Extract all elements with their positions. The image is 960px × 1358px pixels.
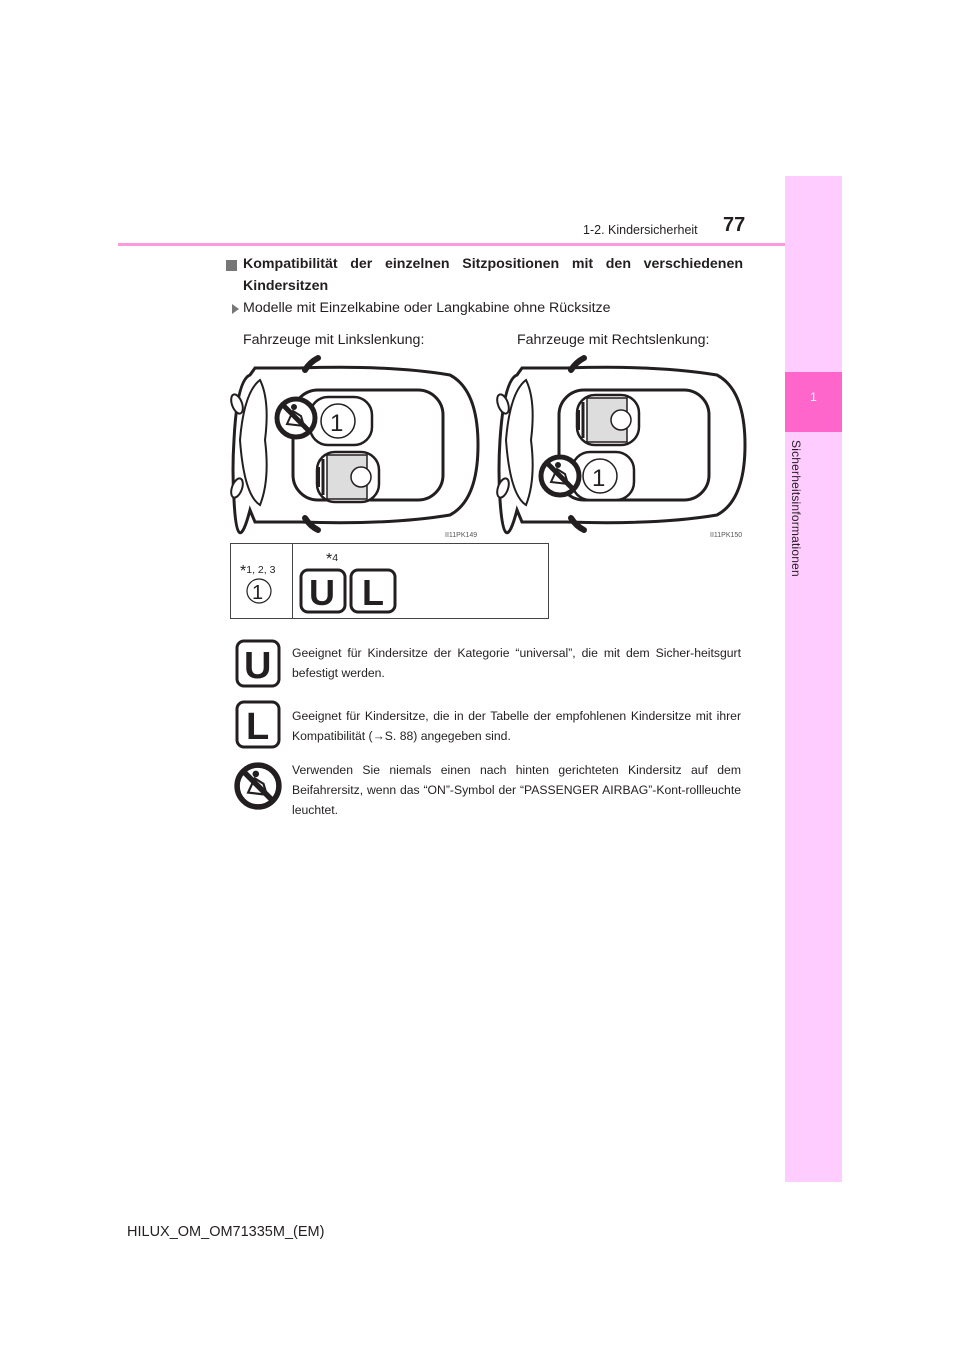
legend-l-badge-label: L xyxy=(362,572,384,613)
l-badge-label: L xyxy=(246,706,270,748)
footnote-star: * xyxy=(326,551,333,568)
image-code-left: II11PK149 xyxy=(445,532,478,539)
chapter-number: 1 xyxy=(810,390,817,404)
legend-note-a xyxy=(240,560,275,578)
subheading: Modelle mit Einzelkabine oder Langkabine ohne Rücksitze xyxy=(243,300,611,316)
no-rear-facing-seat-icon xyxy=(237,765,279,807)
u-explanation: Geeignet für Kindersitze der Kategorie “universal”, die mit dem Sicher-heitsgurt befestigt werden. xyxy=(292,646,741,680)
caption-left-hand-drive: Fahrzeuge mit Linkslenkung: xyxy=(243,332,425,348)
u-badge-label: U xyxy=(244,645,272,687)
caption-right-hand-drive: Fahrzeuge mit Rechtslenkung: xyxy=(517,332,710,348)
car-right-hand-drive xyxy=(495,358,745,533)
seat-marker-right: 1 xyxy=(592,465,606,492)
legend-u-badge-label: U xyxy=(309,572,335,613)
footer-model-code: HILUX_OM_OM71335M_(EM) xyxy=(127,1224,325,1240)
car-left-hand-drive xyxy=(229,358,478,533)
no-seat-explanation: Verwenden Sie niemals einen nach hinten gerichteten Kindersitz auf dem Beifahrersitz, wenn das “ON”-Symbol der “PASSENGER AIRBAG”-Kont-rollleuchte leuchtet. xyxy=(292,763,741,817)
legend-seat-marker: 1 xyxy=(252,582,264,604)
legend-note-b xyxy=(326,548,338,566)
legend-box xyxy=(230,543,549,619)
seat-marker-left: 1 xyxy=(330,410,344,437)
footnote-refs: 4 xyxy=(332,552,339,564)
chapter-label: Sicherheitsinformationen xyxy=(789,440,803,577)
page-number: 77 xyxy=(723,214,746,236)
section-title: 1-2. Kindersicherheit xyxy=(583,223,698,237)
l-explanation: Geeignet für Kindersitze, die in der Tabelle der empfohlenen Kindersitze mit ihrer Kompatibilität (→S. 88) angegeben sind. xyxy=(292,709,741,743)
section-heading: Kompatibilität der einzelnen Sitzpositionen mit den verschiedenen Kindersitzen xyxy=(243,256,743,294)
image-code-right: II11PK150 xyxy=(710,532,743,539)
legend-divider xyxy=(292,543,293,619)
footnote-star: * xyxy=(240,563,247,580)
footnote-refs: 1, 2, 3 xyxy=(246,564,276,576)
